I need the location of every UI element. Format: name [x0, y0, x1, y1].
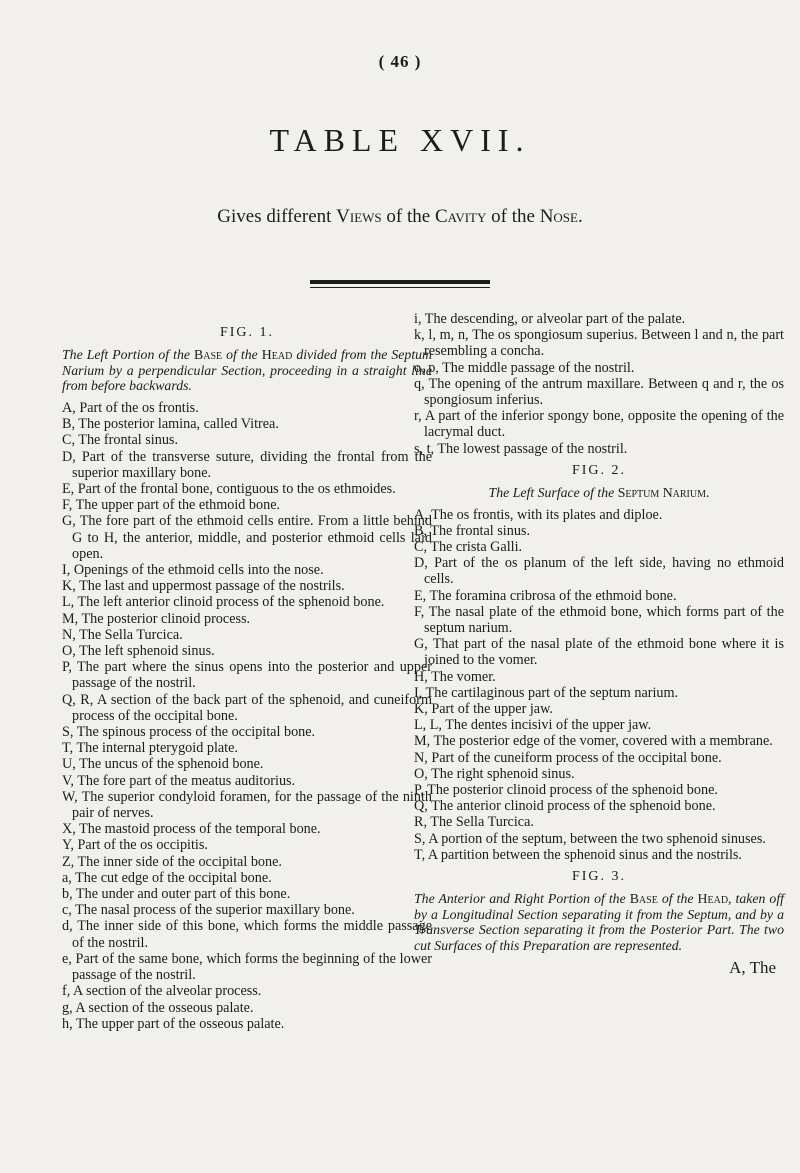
legend-entry: K, The last and uppermost passage of the nostrils.: [62, 578, 345, 595]
legend-entry: C, The frontal sinus.: [62, 432, 178, 449]
section-rule: [310, 280, 490, 284]
page-number: ( 46 ): [378, 52, 422, 71]
legend-entry: o, p, The middle passage of the nostril.: [414, 359, 635, 376]
legend-entry: I, The cartilaginous part of the septum narium.: [414, 684, 679, 701]
legend-entry: T, The internal pterygoid plate.: [62, 740, 238, 757]
legend-entry: F, The upper part of the ethmoid bone.: [62, 497, 281, 514]
legend-entry: T, A partition between the sphenoid sinus and the nostrils.: [414, 846, 742, 863]
fig3-heading: FIG. 3.: [571, 869, 627, 885]
fig1-heading: FIG. 1.: [219, 325, 275, 340]
legend-entry: S, The spinous process of the occipital bone.: [62, 724, 316, 741]
fig1-caption: The Left Portion of the Base of the Head divided from the Septum Narium by a perpendicular Section, proceeding in a straight line from before backwards.: [62, 347, 433, 394]
legend-entry: A, The os frontis, with its plates and diploe.: [414, 506, 663, 523]
legend-entry: g, A section of the osseous palate.: [62, 999, 254, 1016]
legend-entry: N, The Sella Turcica.: [62, 626, 183, 643]
legend-entry: I, Openings of the ethmoid cells into the nose.: [62, 562, 324, 579]
legend-entry: S, A portion of the septum, between the two sphenoid sinuses.: [414, 830, 766, 847]
legend-entry: i, The descending, or alveolar part of the palate.: [414, 311, 686, 327]
legend-entry: O, The left sphenoid sinus.: [62, 643, 215, 660]
legend-entry: B, The posterior lamina, called Vitrea.: [62, 416, 279, 433]
legend-entry: D, Part of the os planum of the left side, having no ethmoid cells.: [414, 555, 784, 588]
fig1-entries: [62, 400, 432, 1032]
legend-entry: f, A section of the alveolar process.: [62, 983, 262, 1000]
legend-entry: d, The inner side of this bone, which forms the middle passage of the nostril.: [62, 918, 432, 951]
legend-entry: Z, The inner side of the occipital bone.: [62, 853, 282, 870]
fig3-caption: The Anterior and Right Portion of the Base of the Head, taken off by a Longitudinal Section separating it from the Septum, and by a Transverse Section separating it from the Posterior Part. The two cut Surfaces of this Preparation are represented.: [414, 891, 784, 954]
fig1-entries-continued: [414, 311, 784, 457]
legend-entry: M, The posterior clinoid process.: [62, 610, 251, 627]
fig2-caption: The Left Surface of the Septum Narium.: [488, 485, 710, 501]
legend-entry: E, The foramina cribrosa of the ethmoid bone.: [414, 587, 677, 604]
legend-entry: O, The right sphenoid sinus.: [414, 765, 575, 782]
legend-entry: G, That part of the nasal plate of the ethmoid bone where it is joined to the vomer.: [414, 636, 784, 669]
legend-entry: A, Part of the os frontis.: [62, 399, 199, 416]
legend-entry: a, The cut edge of the occipital bone.: [62, 869, 272, 886]
legend-entry: R, The Sella Turcica.: [414, 814, 534, 831]
legend-entry: B, The frontal sinus.: [414, 522, 530, 539]
catchword: A, The: [729, 957, 776, 977]
legend-entry: s, t, The lowest passage of the nostril.: [414, 440, 628, 457]
legend-entry: X, The mastoid process of the temporal bone.: [62, 821, 321, 838]
legend-entry: Q, R, A section of the back part of the sphenoid, and cuneiform process of the occipital bone.: [62, 691, 432, 724]
legend-entry: e, Part of the same bone, which forms the beginning of the lower passage of the nostril.: [62, 950, 432, 984]
fig2-entries: [414, 507, 784, 863]
legend-entry: b, The under and outer part of this bone.: [62, 886, 291, 903]
fig2-heading: FIG. 2.: [571, 462, 627, 478]
left-column: [62, 325, 432, 1032]
legend-entry: r, A part of the inferior spongy bone, opposite the opening of the lacrymal duct.: [414, 408, 784, 441]
legend-entry: W, The superior condyloid foramen, for the passage of the ninth pair of nerves.: [62, 788, 432, 822]
legend-entry: L, The left anterior clinoid process of the sphenoid bone.: [62, 594, 385, 611]
legend-entry: c, The nasal process of the superior maxillary bone.: [62, 902, 355, 919]
legend-entry: K, Part of the upper jaw.: [414, 701, 553, 718]
legend-entry: C, The crista Galli.: [414, 539, 523, 556]
legend-entry: V, The fore part of the meatus auditorius.: [62, 772, 296, 789]
legend-entry: P, The part where the sinus opens into the posterior and upper passage of the nostril.: [62, 659, 432, 692]
legend-entry: q, The opening of the antrum maxillare. Between q and r, the os spongiosum inferius.: [414, 375, 784, 409]
legend-entry: N, Part of the cuneiform process of the occipital bone.: [414, 749, 722, 766]
legend-entry: k, l, m, n, The os spongiosum superius. Between l and n, the part resembling a concha.: [414, 327, 784, 360]
legend-entry: U, The uncus of the sphenoid bone.: [62, 756, 264, 773]
legend-entry: D, Part of the transverse suture, dividing the frontal from the superior maxillary bone.: [62, 448, 432, 481]
legend-entry: M, The posterior edge of the vomer, covered with a membrane.: [414, 733, 773, 750]
section-rule-thin: [310, 287, 490, 288]
legend-entry: G, The fore part of the ethmoid cells entire. From a little behind G to H, the anterior, middle, and posterior ethmoid cells laid open.: [62, 513, 432, 562]
legend-entry: h, The upper part of the osseous palate.: [62, 1015, 285, 1032]
legend-entry: E, Part of the frontal bone, contiguous to the os ethmoides.: [62, 481, 396, 497]
legend-entry: L, L, The dentes incisivi of the upper jaw.: [414, 717, 652, 734]
legend-entry: Q, The anterior clinoid process of the sphenoid bone.: [414, 798, 716, 815]
table-title: TABLE XVII.: [269, 122, 531, 158]
legend-entry: P, The posterior clinoid process of the sphenoid bone.: [414, 782, 718, 799]
legend-entry: Y, Part of the os occipitis.: [62, 837, 208, 854]
table-subtitle: Gives different Views of the Cavity of the Nose.: [217, 206, 583, 227]
legend-entry: H, The vomer.: [414, 668, 496, 685]
right-column: [414, 311, 784, 976]
legend-entry: F, The nasal plate of the ethmoid bone, which forms part of the septum narium.: [414, 603, 784, 637]
